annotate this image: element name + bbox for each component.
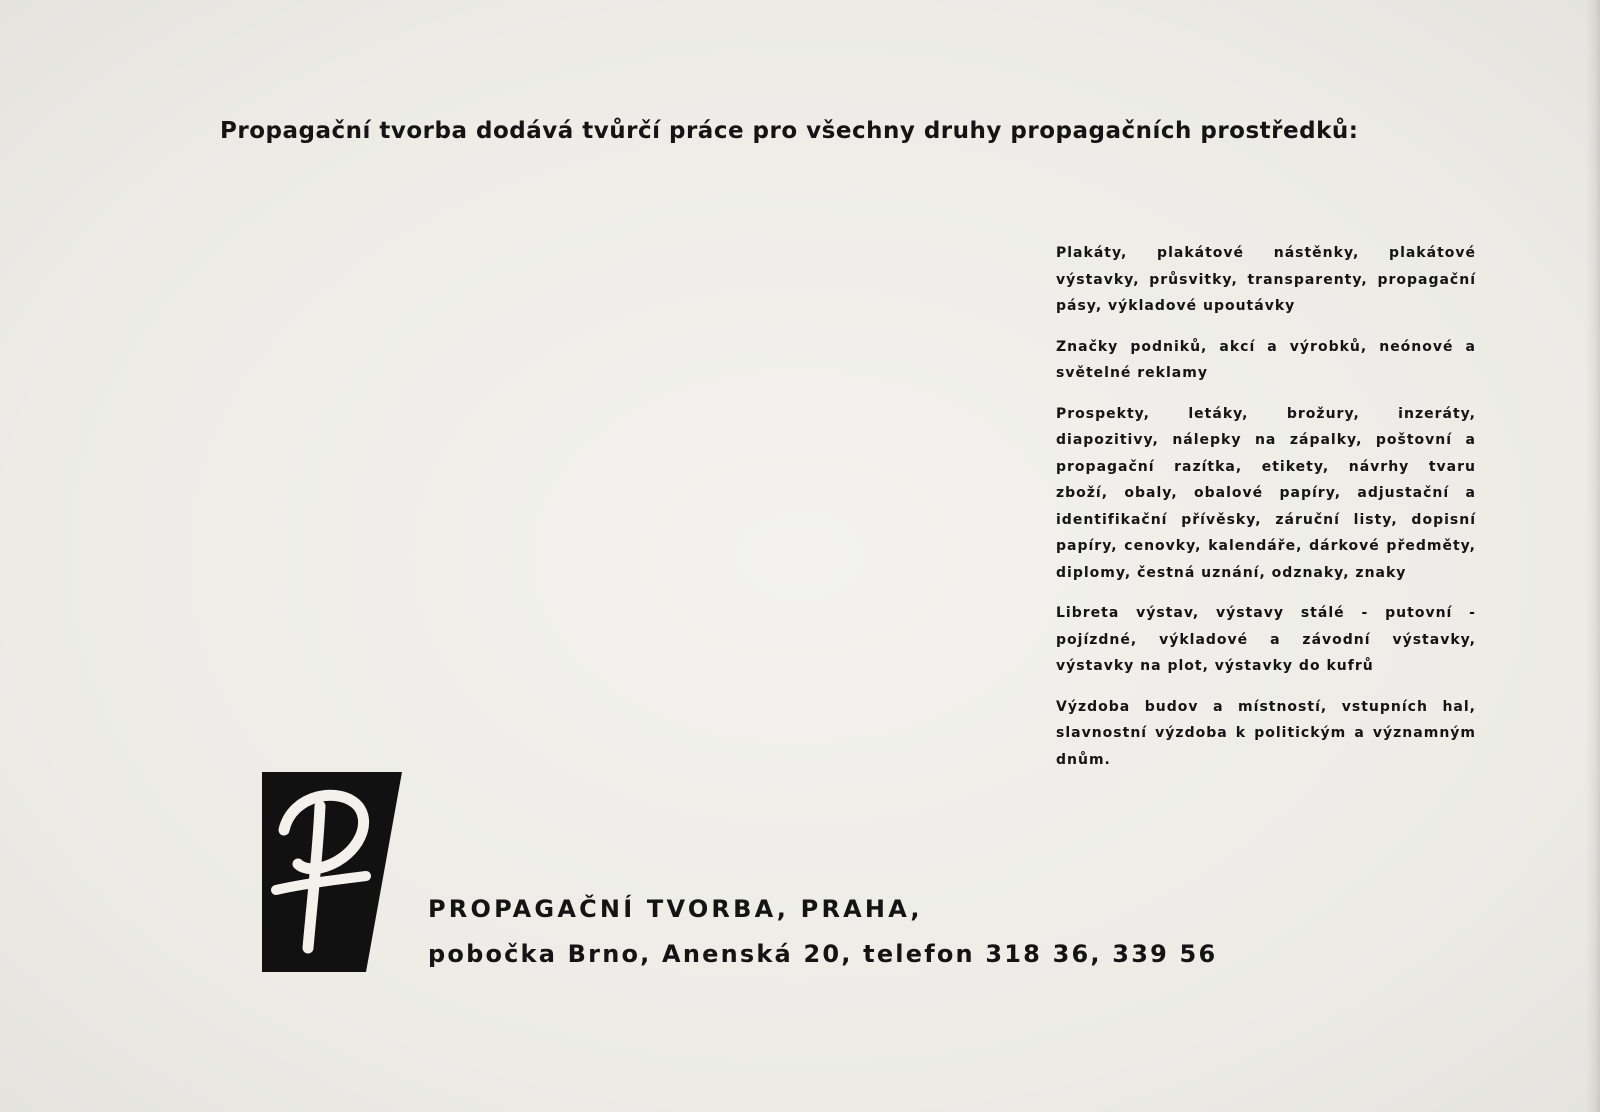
pt-monogram-logo-icon xyxy=(262,772,402,972)
services-list xyxy=(1056,240,1476,787)
company-name: PROPAGAČNÍ TVORBA, PRAHA, xyxy=(428,895,923,923)
services-item-exhibitions: Libreta výstav, výstavy stálé - putovní - pojízdné, výkladové a závodní výstavky, výstavky na plot, výstavky do kufrů xyxy=(1056,605,1476,674)
page-spine-shadow xyxy=(1586,0,1600,1112)
company-address: pobočka Brno, Anenská 20, telefon 318 36, 339 56 xyxy=(428,940,1218,968)
logo-background xyxy=(262,772,402,972)
headline: Propagační tvorba dodává tvůrčí práce pro všechny druhy propagačních prostředků: xyxy=(220,118,1359,144)
services-item-decoration: Výzdoba budov a místností, vstupních hal, slavnostní výzdoba k politickým a významným dnům. xyxy=(1056,698,1476,768)
services-item-brands: Značky podniků, akcí a výrobků, neónové a světelné reklamy xyxy=(1056,338,1476,381)
services-item-posters: Plakáty, plakátové nástěnky, plakátové výstavky, průsvitky, transparenty, propagační pásy, výkladové upoutávky xyxy=(1056,245,1476,314)
services-item-printed-matter: Prospekty, letáky, brožury, inzeráty, diapozitivy, nálepky na zápalky, poštovní a propagační razítka, etikety, návrhy tvaru zboží, obaly, obalové papíry, adjustační a identifikační přívěsky, záruční listy, dopisní papíry, cenovky, kalendáře, dárkové předměty, diplomy, čestná uznání, odznaky, znaky xyxy=(1056,405,1476,581)
